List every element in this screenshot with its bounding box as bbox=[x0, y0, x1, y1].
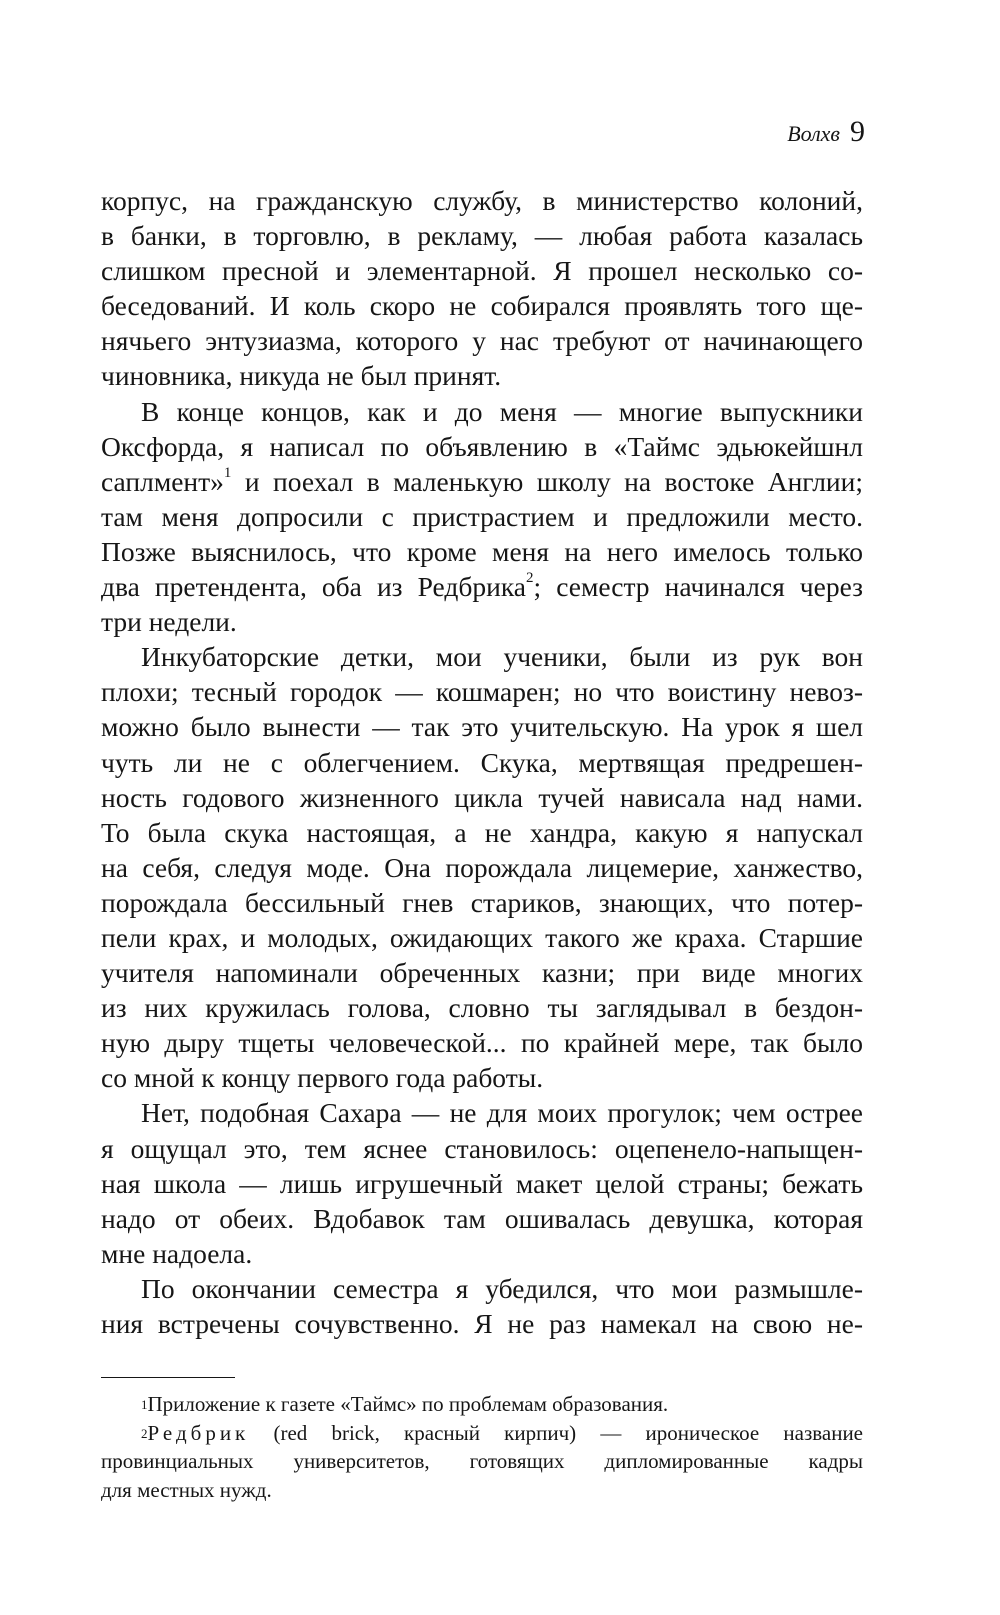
text-line: ная школа — лишь игрушечный макет целой страны; бежать bbox=[101, 1167, 863, 1199]
footnote-number: 1 bbox=[141, 1397, 148, 1412]
text-segment: два претендента, оба из Редбрика bbox=[101, 571, 526, 603]
footnote-text: (red brick, красный кирпич) — ироническое название bbox=[249, 1420, 863, 1445]
text-line: В конце концов, как и до меня — многие выпускники bbox=[141, 395, 863, 427]
text-line: три недели. bbox=[101, 606, 237, 638]
footnotes bbox=[101, 1390, 863, 1504]
text-line: пели крах, и молодых, ожидающих такого же краха. Старшие bbox=[101, 921, 863, 953]
footnote-divider bbox=[101, 1377, 235, 1378]
footnote-2 bbox=[101, 1419, 863, 1448]
footnote-number: 2 bbox=[141, 1425, 148, 1441]
text-line: Нет, подобная Сахара — не для моих прогулок; чем острее bbox=[141, 1097, 863, 1129]
text-line: ную дыру тщеты человеческой... по крайней мере, так было bbox=[101, 1027, 863, 1059]
text-line: По окончании семестра я убедился, что мои размышле- bbox=[141, 1272, 863, 1304]
text-line: корпус, на гражданскую службу, в министерство колоний, bbox=[101, 185, 863, 216]
running-head-title: Волхв bbox=[787, 121, 840, 146]
text-line: учителя напоминали обреченных казни; при виде многих bbox=[101, 957, 863, 989]
text-segment: и поехал в маленькую школу на востоке Англии; bbox=[231, 465, 863, 497]
text-line: там меня допросили с пристрастием и предложили место. bbox=[101, 500, 863, 532]
footnote-term: Редбрик bbox=[147, 1420, 250, 1445]
text-line: нячьего энтузиазма, которого у нас требуют от начинающего bbox=[101, 325, 863, 357]
text-line-with-footnote bbox=[101, 569, 863, 604]
text-line: Оксфорда, я написал по объявлению в «Таймс эдьюкейшнл bbox=[101, 430, 863, 462]
text-line: ность годового жизненного цикла тучей нависала над нами. bbox=[101, 781, 863, 813]
text-line: на себя, следуя моде. Она порождала лицемерие, ханжество, bbox=[101, 851, 863, 883]
text-line: мне надоела. bbox=[101, 1237, 253, 1269]
text-line: порождала бессильный гнев стариков, знающих, что потер- bbox=[101, 886, 863, 918]
text-line: я ощущал это, тем яснее становилось: оцепенело-напыщен- bbox=[101, 1132, 863, 1164]
text-line: Позже выяснилось, что кроме меня на него имелось только bbox=[101, 535, 863, 567]
text-segment: ; семестр начинался через bbox=[533, 571, 863, 603]
footnote-2-line: для местных нужд. bbox=[101, 1477, 272, 1502]
text-line: можно было вынести — так это учительскую. На урок я шел bbox=[101, 711, 863, 743]
footnote-1 bbox=[101, 1390, 863, 1419]
text-line: Инкубаторские детки, мои ученики, были из рук вон bbox=[141, 641, 863, 673]
text-line: слишком пресной и элементарной. Я прошел несколько со- bbox=[101, 255, 863, 287]
footnote-text: Приложение к газете «Таймс» по проблемам образования. bbox=[147, 1392, 669, 1416]
text-line: в банки, в торговлю, в рекламу, — любая работа казалась bbox=[101, 220, 863, 252]
text-line: беседований. И коль скоро не собирался проявлять того ще- bbox=[101, 290, 863, 322]
text-segment: саплмент» bbox=[101, 465, 224, 497]
footnote-ref-2[interactable]: 2 bbox=[525, 570, 534, 587]
footnote-2-line: провинциальных университетов, готовящих дипломированные кадры bbox=[101, 1449, 863, 1473]
text-line: плохи; тесный городок — кошмарен; но что воистину невоз- bbox=[101, 676, 863, 708]
text-line: То была скука настоящая, а не хандра, какую я напускал bbox=[101, 816, 863, 848]
text-line: чуть ли не с облегчением. Скука, мертвящая предрешен- bbox=[101, 746, 863, 778]
text-line: чиновника, никуда не был принят. bbox=[101, 360, 502, 392]
body-text bbox=[101, 183, 863, 1341]
footnote-ref-1[interactable]: 1 bbox=[223, 464, 232, 481]
running-head bbox=[787, 115, 865, 149]
text-line: надо от обеих. Вдобавок там ошивалась девушка, которая bbox=[101, 1202, 863, 1234]
text-line: со мной к концу первого года работы. bbox=[101, 1062, 544, 1094]
text-line: ния встречены сочувственно. Я не раз намекал на свою не- bbox=[101, 1308, 863, 1339]
text-line-with-footnote bbox=[101, 464, 863, 499]
text-line: из них кружилась голова, словно ты заглядывал в бездон- bbox=[101, 992, 863, 1024]
page-number: 9 bbox=[850, 115, 865, 148]
